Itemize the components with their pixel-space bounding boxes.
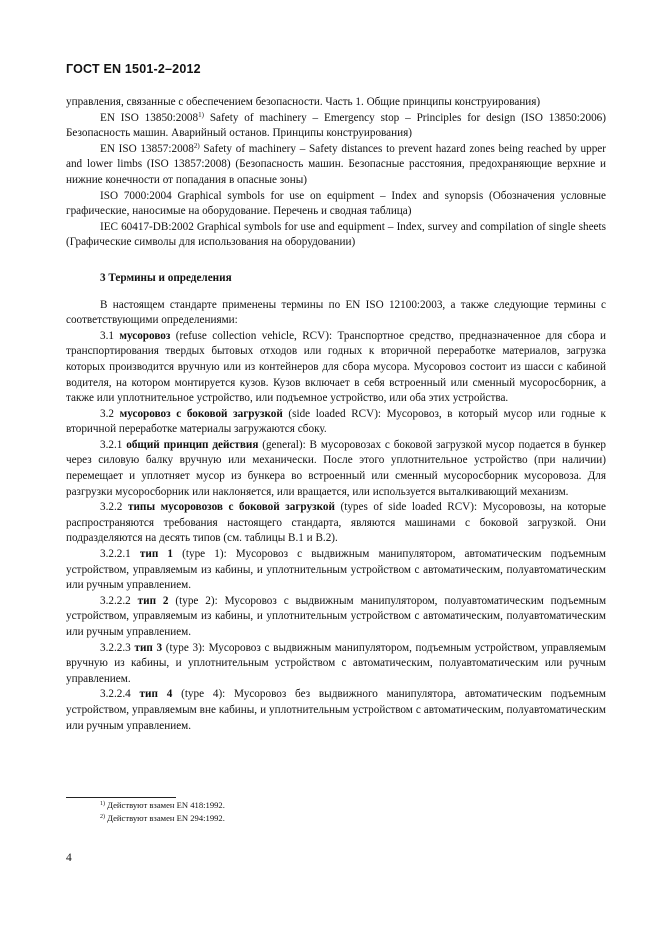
term-definition — [66, 438, 606, 500]
term-text: (refuse collection vehicle, RCV): Транспортное средство, предназначенное для сбора и транспортирования твердых бытовых отходов или годных к вторичной переработке материалов, загрузка которых производится вручную или из контейнеров для сбора мусора. Мусоровоз состоит из шасси с кабиной водителя, на котором монтируется кузов. Кузов включает в себя встроенный или сменный мусоросборник, а также или уплотнительное устройство, или подъемное устройство, или оба этих устройства. — [66, 329, 606, 405]
reference-title: Safety of machinery – Emergency stop – Principles for design (ISO 13850:2006) Безопасность машин. Аварийный останов. Принципы конструирования) — [66, 111, 606, 140]
reference-code: EN ISO 13850:2008 — [100, 111, 199, 124]
reference-item — [66, 111, 606, 142]
term-text: (side loaded RCV): Мусоровоз, в который мусор или годные к вторичной переработке материалы загружаются сбоку. — [66, 407, 606, 436]
term-name: мусоровоз с боковой загрузкой — [119, 407, 283, 420]
term-text: (type 2): Мусоровоз с выдвижным манипулятором, полуавтоматическим подъемным устройством, управляемым из кабины, и уплотнительным устройством с автоматическим, полуавтоматическим или ручным управлением. — [66, 594, 607, 638]
term-number: 3.2.2 — [100, 501, 123, 514]
footnote-text: Действуют взамен EN 294:1992. — [105, 812, 225, 823]
page-number: 4 — [66, 852, 72, 864]
footnote — [100, 799, 225, 812]
term-number: 3.2.2.3 — [100, 641, 131, 654]
reference-code: EN ISO 13857:2008 — [100, 142, 194, 155]
term-name: мусоровоз — [119, 329, 171, 342]
term-text: (general): В мусоровозах с боковой загрузкой мусор подается в бункер через силовую балку вручную или механически. После этого уплотнительное устройство (при наличии) перемещает и уплотняет мусор из бункера во встроенный или сменный мусоросборник мусоровоза. Для разгрузки мусоросборник или наклоняется, или вращается, или используется выталкивающий механизм. — [66, 438, 606, 498]
footnote — [100, 812, 225, 825]
page-body — [66, 95, 606, 734]
term-definition — [66, 687, 606, 734]
reference-item: IEC 60417-DB:2002 Graphical symbols for use and equipment – Index, survey and compilation of single sheets (Графические символы для использования на оборудовании) — [66, 220, 606, 249]
footnote-marker: 1) — [198, 110, 204, 119]
term-name: общий принцип действия — [126, 438, 259, 451]
reference-title: Safety of machinery – Safety distances to prevent hazard zones being reached by upper and lower limbs (ISO 13857:2008) (Безопасность машин. Безопасные расстояния, предохраняющие верхние и нижние конечности от попадания в опасные зоны) — [66, 142, 606, 186]
term-definition — [66, 500, 606, 547]
term-definition — [66, 641, 606, 688]
reference-item — [66, 142, 606, 189]
footnotes — [100, 799, 225, 824]
section-intro: В настоящем стандарте применены термины по EN ISO 12100:2003, а также следующие термины с соответствующими определениями: — [66, 298, 606, 327]
term-text: (types of side loaded RCV): Мусоровозы, на которые распространяются требования настоящего стандарта, являются машинами с боковой загрузкой. Они подразделяются на десять типов (см. таблицы B.1 и B.2). — [66, 501, 607, 545]
term-text: (type 4): Мусоровоз без выдвижного манипулятора, автоматическим подъемным устройством, управляемым вне кабины, и уплотнительным устройством с автоматическим, полуавтоматическим или ручным управлением. — [66, 688, 607, 732]
term-name: тип 4 — [139, 688, 173, 701]
term-name: тип 1 — [139, 548, 174, 561]
footnote-mark: 1) — [100, 801, 105, 807]
term-text: (type 3): Мусоровоз с выдвижным манипулятором, подъемным устройством, управляемым вручную из кабины, и уплотнительным устройством с автоматическим, полуавтоматическим или ручным управлением. — [66, 641, 606, 685]
term-number: 3.2.2.1 — [100, 548, 131, 561]
reference-item: ISO 7000:2004 Graphical symbols for use on equipment – Index and synopsis (Обозначения условные графические, наносимые на оборудование. Перечень и сводная таблица) — [66, 189, 606, 218]
term-name: типы мусоровозов с боковой загрузкой — [127, 501, 335, 514]
term-name: тип 3 — [134, 641, 163, 654]
section-heading: 3 Термины и определения — [100, 271, 232, 284]
term-number: 3.2 — [100, 407, 114, 420]
term-definition — [66, 547, 606, 594]
term-definition — [66, 329, 606, 407]
term-number: 3.2.1 — [100, 438, 123, 451]
term-name: тип 2 — [137, 594, 169, 607]
term-number: 3.2.2.2 — [100, 594, 131, 607]
footnote-marker: 2) — [193, 141, 200, 150]
footnote-mark: 2) — [100, 813, 105, 820]
term-number: 3.1 — [100, 329, 114, 342]
footnote-divider — [66, 797, 176, 798]
term-number: 3.2.2.4 — [100, 688, 131, 701]
document-code-header: ГОСТ EN 1501-2–2012 — [66, 62, 201, 76]
term-text: (type 1): Мусоровоз с выдвижным манипулятором, автоматическим подъемным устройством, управляемым из кабины, и уплотнительным устройством с автоматическим, полуавтоматическим или ручным управлением. — [66, 548, 607, 592]
footnote-text: Действуют взамен EN 418:1992. — [105, 800, 225, 810]
term-definition — [66, 407, 606, 438]
reference-continuation: управления, связанные с обеспечением безопасности. Часть 1. Общие принципы конструирования) — [66, 96, 541, 108]
term-definition — [66, 594, 606, 641]
